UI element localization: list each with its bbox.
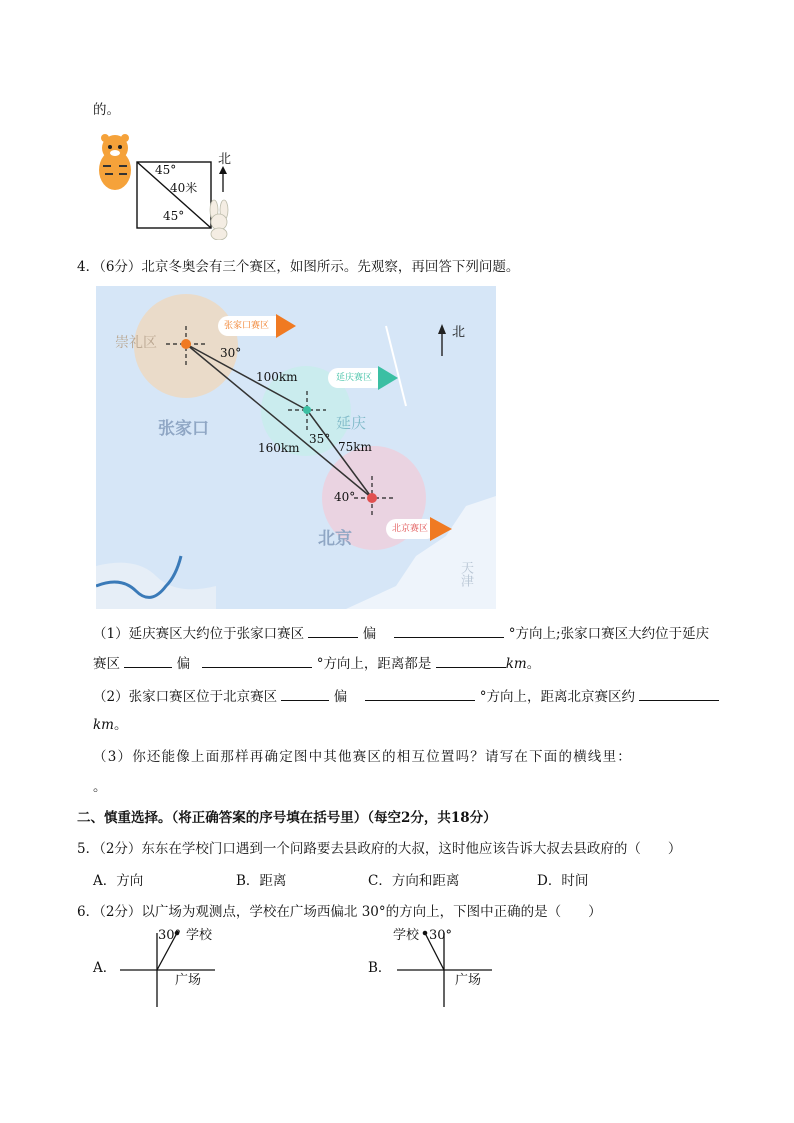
answer-blank[interactable] — [436, 654, 506, 668]
zjk-marker — [181, 339, 191, 349]
q6-b-school: 学校 — [393, 928, 420, 943]
tiger-icon — [99, 134, 131, 190]
q6-a-school: 学校 — [186, 928, 213, 943]
q5-option-d[interactable]: D．时间 — [537, 873, 589, 889]
region-yanqing: 延庆 — [336, 414, 367, 432]
answer-blank[interactable] — [308, 624, 358, 638]
north-label: 北 — [218, 152, 232, 167]
region-zhangjiakou: 张家口 — [158, 419, 209, 439]
badge-bj-label: 北京赛区 — [392, 524, 429, 534]
dist-160: 160km — [258, 441, 300, 455]
region-chongli: 崇礼区 — [115, 335, 157, 351]
q5-option-b[interactable]: B．距离 — [236, 873, 287, 889]
dist-100: 100km — [256, 370, 298, 384]
q6-option-a-label[interactable]: A． — [93, 960, 117, 976]
q5-option-c[interactable]: C．方向和距离 — [368, 873, 460, 889]
distance-label: 40米 — [170, 181, 198, 195]
q5-option-a[interactable]: A．方向 — [93, 873, 144, 889]
q4-part3-end: 。 — [93, 779, 107, 795]
rabbit-icon — [210, 200, 228, 240]
q4-part1-line2: 赛区 偏 °方向上，距离都是 km。 — [93, 656, 541, 672]
q6-text: 6．（2分）以广场为观测点，学校在广场西偏北 30°的方向上，下图中正确的是（ ） — [77, 904, 602, 920]
q4-part2-line1: （2）张家口赛区位于北京赛区 偏 °方向上，距离北京赛区约 — [93, 687, 719, 706]
answer-blank[interactable] — [124, 654, 172, 668]
q4-title: 4．（6分）北京冬奥会有三个赛区，如图所示。先观察，再回答下列问题。 — [77, 259, 520, 275]
region-tianjin: 天津 — [458, 561, 473, 587]
badge-yq-label: 延庆赛区 — [336, 373, 373, 383]
q6-a-square: 广场 — [175, 973, 202, 988]
angle-label-bottom: 45° — [163, 209, 185, 223]
q6-b-angle: 30° — [429, 928, 453, 943]
answer-blank[interactable] — [202, 654, 312, 668]
q6-a-angle: 30° — [158, 928, 182, 943]
yq-marker — [303, 406, 311, 414]
q4-part3: （3）你还能像上面那样再确定图中其他赛区的相互位置吗？请写在下面的横线里： — [93, 749, 632, 765]
q4-part2-line2: km。 — [93, 717, 128, 733]
section-two-heading: 二、慎重选择。（将正确答案的序号填在括号里）（每空2分，共18分） — [77, 810, 497, 826]
q6-b-square: 广场 — [455, 973, 482, 988]
region-beijing: 北京 — [318, 529, 352, 549]
angle-40: 40° — [334, 490, 356, 504]
text-fragment: 的。 — [93, 102, 120, 118]
angle-30: 30° — [220, 346, 242, 360]
bj-marker — [367, 493, 377, 503]
q6-option-b-label[interactable]: B． — [368, 960, 392, 976]
badge-zjk-label: 张家口赛区 — [224, 321, 270, 331]
answer-blank[interactable] — [365, 687, 475, 701]
winter-olympics-map — [96, 286, 496, 609]
answer-blank[interactable] — [394, 624, 504, 638]
q4-part1-line1: （1）延庆赛区大约位于张家口赛区 偏 °方向上;张家口赛区大约位于延庆 — [93, 626, 710, 642]
map-north-label: 北 — [452, 325, 466, 340]
angle-label-top: 45° — [155, 163, 177, 177]
angle-35: 35° — [309, 432, 331, 446]
answer-blank[interactable] — [281, 687, 329, 701]
dist-75: 75km — [338, 440, 372, 454]
answer-blank[interactable] — [639, 687, 719, 701]
q5-text: 5．（2分）东东在学校门口遇到一个问路要去县政府的大叔，这时他应该告诉大叔去县政府的（ ） — [77, 841, 682, 857]
